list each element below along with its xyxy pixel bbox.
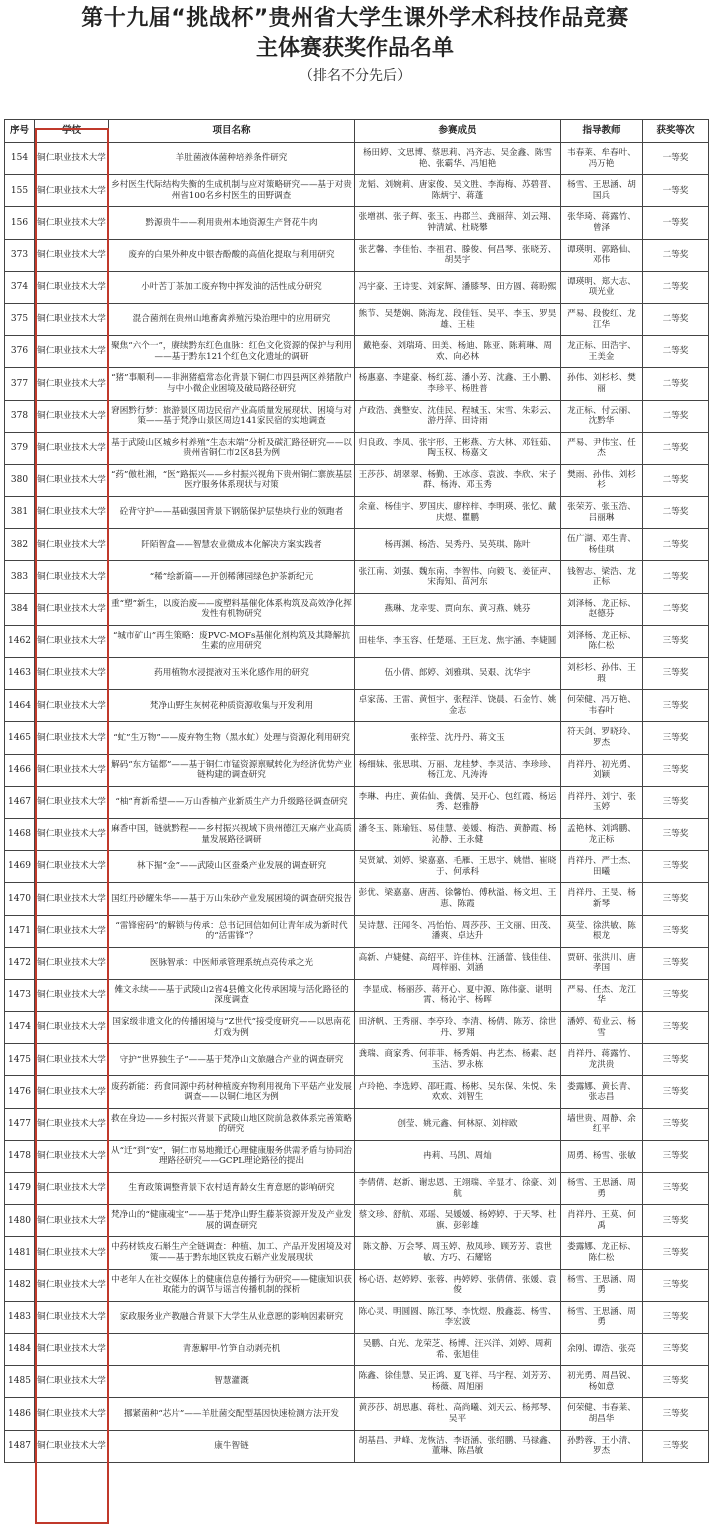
cell-members: 杨惠嘉、李建豪、杨红蕊、潘小芳、沈鑫、王小鹏、李珍平、杨胜普 [355,368,561,400]
cell-members: 卢玲艳、李选婷、邵旺霞、杨彬、吴东保、朱悦、朱欢欢、刘智生 [355,1076,561,1108]
cell-members: 创莹、姚元鑫、何林原、刘梓欧 [355,1108,561,1140]
col-header-members: 参赛成员 [355,120,561,143]
cell-teachers: 谭瑛明、郭路仙、邓伟 [561,239,643,271]
cell-members: 陈文静、万会琴、周玉婷、敖凤珍、顾芳芳、袁世敏、方巧、石耀铭 [355,1237,561,1269]
cell-teachers: 刘泽杨、龙正标、陈仁松 [561,625,643,657]
cell-project: 麻香中国，链就黔程——乡村振兴视域下贵州德江天麻产业高质量发展路径调研 [109,818,355,850]
table-row [5,947,709,979]
cell-members: 彭优、梁嘉嘉、唐茜、徐馨怡、傅秋溢、杨文坦、王恵、陈霞 [355,883,561,915]
cell-teachers: 符天剑、罗晓玲、罗杰 [561,722,643,754]
table-row [5,786,709,818]
cell-award: 三等奖 [643,1237,709,1269]
cell-award: 二等奖 [643,432,709,464]
cell-project: 国红丹砂耀朱华——基于万山朱砂产业发展困境的调查研究报告 [109,883,355,915]
cell-members: 卢政浩、龚整安、沈佳民、程城玉、宋雪、朱彩云、游丹萍、田诗雨 [355,400,561,432]
cell-teachers: 肖祥丹、蒋露竹、龙洪贵 [561,1044,643,1076]
cell-no: 374 [5,271,35,303]
cell-members: 吴贤斌、刘婷、梁嘉嘉、毛雁、王思宇、姚惜、崔晓于、何承科 [355,851,561,883]
cell-school: 铜仁职业技术大学 [35,1237,109,1269]
table-row [5,851,709,883]
col-header-project: 项目名称 [109,120,355,143]
cell-project: “虻”生万物”——废弃物生物（黑水虻）处理与资源化利用研究 [109,722,355,754]
cell-school: 铜仁职业技术大学 [35,1205,109,1237]
cell-no: 1468 [5,818,35,850]
cell-teachers: 刘杉杉、孙伟、王瑕 [561,658,643,690]
cell-members: 李倩倩、赵新、谢忠恩、王翊瑞、辛显才、徐豪、刘航 [355,1173,561,1205]
cell-teachers: 何荣健、冯万艳、韦春叶 [561,690,643,722]
cell-project: “猪”事顺利——非洲猪瘟常态化背景下铜仁市四县两区养猪散户与中小微企业困境及破局路径研究 [109,368,355,400]
cell-school: 铜仁职业技术大学 [35,303,109,335]
cell-no: 1470 [5,883,35,915]
cell-award: 三等奖 [643,1076,709,1108]
cell-school: 铜仁职业技术大学 [35,207,109,239]
cell-project: 废药新能：药食同源中药材种植废弃物利用视角下平菇产业发展调查——以铜仁地区为例 [109,1076,355,1108]
cell-members: 熊节、吴楚娴、陈海龙、段佳钰、吴平、李玉、罗昊雄、王桂 [355,303,561,335]
cell-project: 傩文永续——基于武陵山2省4县傩文化传承困境与活化路径的深度调查 [109,979,355,1011]
cell-teachers: 孙黔蓉、王小清、罗杰 [561,1430,643,1462]
cell-project: 守护“世界独生子”——基于梵净山文旅融合产业的调查研究 [109,1044,355,1076]
cell-no: 1466 [5,754,35,786]
cell-members: 黄莎莎、胡思惠、蒋杜、高尚曦、刘天云、杨邦琴、吴平 [355,1398,561,1430]
table-row [5,1173,709,1205]
cell-project: 窘困黔行梦：旅游景区周边民宿产业高质量发展现状、困境与对策——基于梵净山景区周边141家民宿的实地调查 [109,400,355,432]
cell-award: 三等奖 [643,1140,709,1172]
cell-members: 张江南、刘强、魏东南、李智伟、向毅飞、姜征声、宋海知、苗河东 [355,561,561,593]
cell-no: 379 [5,432,35,464]
table-row [5,1333,709,1365]
cell-members: 田济帆、王秀丽、李亭玲、李清、杨倩、陈芳、徐世丹、罗翔 [355,1012,561,1044]
cell-teachers: 初光勇、周昌锐、杨如意 [561,1366,643,1398]
cell-school: 铜仁职业技术大学 [35,464,109,496]
table-row [5,561,709,593]
cell-members: 王莎莎、胡翠翠、杨勤、王冰彦、袁波、李欣、宋子群、杨涛、邓玉秀 [355,464,561,496]
cell-members: 田桂华、李玉容、任楚瑶、王巨龙、焦宇涵、李婕圆 [355,625,561,657]
cell-school: 铜仁职业技术大学 [35,1108,109,1140]
cell-school: 铜仁职业技术大学 [35,722,109,754]
cell-members: 卓家荡、王雷、黄恒宇、张程洋、饶晨、石金竹、姚金志 [355,690,561,722]
cell-teachers: 严易、段俊红、龙江华 [561,303,643,335]
cell-no: 1465 [5,722,35,754]
cell-members: 伍小倩、郎婷、刘雅琪、吴艰、沈华宇 [355,658,561,690]
cell-award: 一等奖 [643,175,709,207]
cell-no: 378 [5,400,35,432]
table-row [5,1301,709,1333]
table-row [5,979,709,1011]
col-header-teachers: 指导教师 [561,120,643,143]
cell-award: 二等奖 [643,303,709,335]
cell-school: 铜仁职业技术大学 [35,271,109,303]
cell-members: 归良政、李凤、张宇形、王彬燕、方大林、邓钰茹、陶玉权、杨嘉文 [355,432,561,464]
cell-members: 冉莉、马凯、周灿 [355,1140,561,1172]
cell-project: 重“塑”新生，以废治废——废塑料基催化体系构筑及高效净化挥发性有机物研究 [109,593,355,625]
cell-school: 铜仁职业技术大学 [35,1398,109,1430]
cell-members: 杨田婷、文思博、蔡思莉、冯齐志、吴金鑫、陈雪艳、张霸华、冯旭艳 [355,143,561,175]
cell-no: 384 [5,593,35,625]
cell-award: 三等奖 [643,1301,709,1333]
cell-award: 三等奖 [643,947,709,979]
cell-members: 陈心灵、明圆圆、陈江琴、李忱煜、殷鑫蕊、杨雪、李宏波 [355,1301,561,1333]
cell-project: 中药材铁皮石斛生产全链调查：种植、加工、产品开发困境及对策——基于黔东地区铁皮石斛产业发展现状 [109,1237,355,1269]
cell-school: 铜仁职业技术大学 [35,400,109,432]
award-table [4,119,709,1463]
cell-project: “柚”育新希望——万山香柚产业新质生产力升级路径调查研究 [109,786,355,818]
cell-project: 智慧灌溉 [109,1366,355,1398]
cell-no: 154 [5,143,35,175]
cell-school: 铜仁职业技术大学 [35,883,109,915]
cell-members: 李显成、杨丽莎、蒋开心、夏中源、陈伟豪、谌明霄、杨沁宇、杨晖 [355,979,561,1011]
cell-award: 三等奖 [643,722,709,754]
cell-no: 1476 [5,1076,35,1108]
cell-no: 377 [5,368,35,400]
cell-no: 375 [5,303,35,335]
cell-no: 382 [5,529,35,561]
cell-teachers: 韦春莱、牟春叶、冯万艳 [561,143,643,175]
cell-members: 高新、卢婕健、高绍平、许佳林、汪涵蕾、钱佳佳、周梓丽、刘涵 [355,947,561,979]
table-header-row [5,120,709,143]
cell-project: “药”傲杜湘，“医”路振兴——乡村振兴视角下贵州铜仁寨族基层医疗服务体系现状与对策 [109,464,355,496]
cell-school: 铜仁职业技术大学 [35,1333,109,1365]
cell-teachers: 孙伟、刘杉杉、樊丽 [561,368,643,400]
cell-teachers: 娄露娜、黄长青、张志昌 [561,1076,643,1108]
cell-teachers: 龙正标、付云丽、沈黔华 [561,400,643,432]
table-row [5,1140,709,1172]
table-row [5,239,709,271]
table-row [5,1269,709,1301]
cell-teachers: 杨雪、王思涵、周勇 [561,1301,643,1333]
cell-award: 一等奖 [643,143,709,175]
cell-no: 1483 [5,1301,35,1333]
cell-school: 铜仁职业技术大学 [35,1173,109,1205]
cell-members: 吴鹏、白光、龙荣芝、杨博、汪兴洋、刘婷、周莉希、张旭佳 [355,1333,561,1365]
table-body [5,143,709,1463]
cell-school: 铜仁职业技术大学 [35,1044,109,1076]
cell-teachers: 谭瑛明、郑大志、项光业 [561,271,643,303]
cell-project: 羊肚菌液体菌种培养条件研究 [109,143,355,175]
cell-award: 二等奖 [643,336,709,368]
cell-members: 吴诗慧、汪闻冬、冯怡怡、周莎莎、王文丽、田茂、潘爽、卓达升 [355,915,561,947]
cell-project: 生育政策调整背景下农村适育龄女生育意愿的影响研究 [109,1173,355,1205]
cell-project: 解码“东方锰都”——基于铜仁市锰资源禀赋转化为经济优势产业链构建的调查研究 [109,754,355,786]
table-row [5,336,709,368]
cell-project: 青葱解甲-竹笋自动剥壳机 [109,1333,355,1365]
cell-members: 陈鑫、徐佳慧、吴正鸿、夏飞祥、马宇程、刘芳芳、杨薇、周旭丽 [355,1366,561,1398]
cell-no: 381 [5,497,35,529]
cell-teachers: 贾研、张洪川、唐孝国 [561,947,643,979]
table-row [5,497,709,529]
cell-no: 1486 [5,1398,35,1430]
cell-no: 1467 [5,786,35,818]
cell-no: 1484 [5,1333,35,1365]
cell-teachers: 肖祥丹、王旻、杨新琴 [561,883,643,915]
cell-members: 蔡文珍、舒航、邓瑶、吴媛媛、杨婷婷、于天琴、杜旗、彭彰雄 [355,1205,561,1237]
table-row [5,143,709,175]
cell-no: 376 [5,336,35,368]
cell-project: 混合菌剂在贵州山地畜禽养殖污染治理中的应用研究 [109,303,355,335]
cell-school: 铜仁职业技术大学 [35,915,109,947]
cell-members: 冯宇豪、王诗雯、刘家辉、潘膝琴、田方圆、蒋盼熙 [355,271,561,303]
cell-teachers: 何荣健、韦春莱、胡昌华 [561,1398,643,1430]
cell-members: 燕琳、龙幸雯、贾向东、黄习燕、姚芬 [355,593,561,625]
cell-award: 三等奖 [643,754,709,786]
cell-school: 铜仁职业技术大学 [35,1269,109,1301]
cell-teachers: 余刚、谭浩、张亮 [561,1333,643,1365]
cell-teachers: 张荣芳、张玉浩、吕丽琳 [561,497,643,529]
table-row [5,432,709,464]
cell-project: 林下掘“金”——武陵山区蚕桑产业发展的调查研究 [109,851,355,883]
cell-project: “城市矿山”再生策略：废PVC-MOFs基催化剂构筑及其降解抗生素的应用研究 [109,625,355,657]
cell-award: 三等奖 [643,1108,709,1140]
cell-project: 医脉智承：中医师承管理系统点亮传承之光 [109,947,355,979]
cell-school: 铜仁职业技术大学 [35,818,109,850]
cell-school: 铜仁职业技术大学 [35,497,109,529]
cell-teachers: 杨雪、王思涵、胡国兵 [561,175,643,207]
cell-school: 铜仁职业技术大学 [35,690,109,722]
cell-award: 二等奖 [643,368,709,400]
cell-award: 三等奖 [643,1398,709,1430]
cell-award: 二等奖 [643,400,709,432]
cell-award: 三等奖 [643,1366,709,1398]
cell-teachers: 钱智志、梁浩、龙正标 [561,561,643,593]
cell-school: 铜仁职业技术大学 [35,786,109,818]
cell-no: 1462 [5,625,35,657]
cell-school: 铜仁职业技术大学 [35,1430,109,1462]
table-row [5,1366,709,1398]
cell-award: 三等奖 [643,1333,709,1365]
cell-project: 家政服务业产教融合背景下大学生从业意愿的影响因素研究 [109,1301,355,1333]
table-row [5,722,709,754]
cell-award: 三等奖 [643,1430,709,1462]
cell-project: 聚焦“六个一”，赓续黔东红色血脉：红色文化资源的保护与利用——基于黔东121个红色文化遗址的调研 [109,336,355,368]
cell-school: 铜仁职业技术大学 [35,1301,109,1333]
table-row [5,1237,709,1269]
cell-project: 阡陌智盒——智慧农业微成本化解决方案实践者 [109,529,355,561]
cell-members: 张增祺、张子辉、张玉、冉郡兰、龚丽萍、刘云翔、钟清斌、杜晓攀 [355,207,561,239]
cell-award: 二等奖 [643,529,709,561]
cell-project: 基于武陵山区城乡村养殖“生态末端”分析及碳汇路径研究——以贵州省铜仁市2区8县为例 [109,432,355,464]
cell-teachers: 肖祥丹、严士杰、田曦 [561,851,643,883]
cell-award: 三等奖 [643,851,709,883]
cell-teachers: 莫莹、徐洪敏、陈根龙 [561,915,643,947]
cell-no: 1485 [5,1366,35,1398]
cell-project: 黔源贵牛——利用贵州本地资源生产肾花牛肉 [109,207,355,239]
cell-no: 1479 [5,1173,35,1205]
cell-no: 1482 [5,1269,35,1301]
cell-project: 中老年人在社交媒体上的健康信息传播行为研究——健康知识获取能力的调节与谣言传播机制的探析 [109,1269,355,1301]
cell-award: 二等奖 [643,464,709,496]
cell-school: 铜仁职业技术大学 [35,658,109,690]
table-row [5,303,709,335]
cell-members: 龙韬、刘婉莉、唐家俊、吴文胜、李海梅、苏碧晋、陈炳宁、蒋蓬 [355,175,561,207]
cell-teachers: 孟艳林、刘鸿鹏、龙正标 [561,818,643,850]
table-row [5,175,709,207]
cell-members: 龚瑞、商家秀、何菲菲、杨秀娟、冉艺杰、杨素、赵玉洁、罗永栋 [355,1044,561,1076]
cell-school: 铜仁职业技术大学 [35,593,109,625]
cell-school: 铜仁职业技术大学 [35,143,109,175]
cell-teachers: 娄露娜、龙正标、陈仁松 [561,1237,643,1269]
cell-no: 1472 [5,947,35,979]
cell-school: 铜仁职业技术大学 [35,1012,109,1044]
cell-members: 杨细妹、张思琪、万丽、龙桂梦、李灵洁、李珍珍、杨江龙、凡涛涛 [355,754,561,786]
cell-no: 1469 [5,851,35,883]
cell-award: 三等奖 [643,1205,709,1237]
cell-school: 铜仁职业技术大学 [35,851,109,883]
col-header-no: 序号 [5,120,35,143]
cell-no: 1474 [5,1012,35,1044]
doc-subtitle: （排名不分先后） [299,68,411,84]
cell-school: 铜仁职业技术大学 [35,947,109,979]
cell-no: 1478 [5,1140,35,1172]
cell-no: 1473 [5,979,35,1011]
cell-teachers: 杨雪、王思涵、周勇 [561,1173,643,1205]
table-row [5,1108,709,1140]
cell-no: 1471 [5,915,35,947]
table-row [5,754,709,786]
cell-teachers: 严易、任杰、龙江华 [561,979,643,1011]
table-row [5,658,709,690]
cell-project: 梵净山的“健康魂宝”——基于梵净山野生藤茶资源开发及产业发展的调查研究 [109,1205,355,1237]
cell-school: 铜仁职业技术大学 [35,336,109,368]
cell-project: “雷锋密码”的解锁与传承：总书记回信如何让青年成为新时代的“活雷锋”？ [109,915,355,947]
table-row [5,1012,709,1044]
table-row [5,915,709,947]
cell-teachers: 张华琦、蒋露竹、曾泽 [561,207,643,239]
cell-school: 铜仁职业技术大学 [35,529,109,561]
table-row [5,625,709,657]
cell-project: 小叶苦丁茶加工废弃物中挥发油的活性成分研究 [109,271,355,303]
doc-title-line2: 主体赛获奖作品名单 [255,36,454,61]
cell-members: 戴艳泰、刘瑞琦、田美、杨迪、陈亚、陈莉琳、周欢、向必林 [355,336,561,368]
cell-teachers: 樊雨、孙伟、刘杉杉 [561,464,643,496]
cell-members: 余童、杨佳宇、罗国庆、廖梓梓、李明瑛、张忆、戴庆煜、瞿鹏 [355,497,561,529]
cell-award: 二等奖 [643,497,709,529]
cell-no: 155 [5,175,35,207]
table-row [5,593,709,625]
table-row [5,1076,709,1108]
cell-no: 373 [5,239,35,271]
cell-award: 三等奖 [643,1269,709,1301]
table-row [5,271,709,303]
cell-project: 砼背守护——基础强国背景下钢筋保护层垫块行业的领跑者 [109,497,355,529]
cell-school: 铜仁职业技术大学 [35,561,109,593]
cell-no: 1487 [5,1430,35,1462]
cell-teachers: 杨雪、王思涵、周勇 [561,1269,643,1301]
cell-award: 三等奖 [643,883,709,915]
cell-award: 三等奖 [643,1012,709,1044]
table-row [5,207,709,239]
cell-teachers: 潘婷、荀业云、杨雪 [561,1012,643,1044]
cell-no: 383 [5,561,35,593]
cell-award: 三等奖 [643,625,709,657]
cell-teachers: 肖祥丹、初光勇、刘颖 [561,754,643,786]
cell-award: 三等奖 [643,915,709,947]
cell-project: 废弃的白果外种皮中银杏酚酸的高值化提取与利用研究 [109,239,355,271]
table-row [5,818,709,850]
cell-no: 1480 [5,1205,35,1237]
cell-teachers: 伍广湖、邓生青、杨佳琪 [561,529,643,561]
cell-members: 胡基昌、尹峰、龙恢洁、李语涵、张绍鹏、马禄鑫、董琳、陈昌敏 [355,1430,561,1462]
cell-no: 156 [5,207,35,239]
cell-project: 从“迁”到“安”，铜仁市易地搬迁心理健康服务供需矛盾与协同治理路径研究——GCPL理论路径的提出 [109,1140,355,1172]
cell-award: 三等奖 [643,690,709,722]
cell-project: “稀”绘新篇——开创稀薄园绿色护茶新纪元 [109,561,355,593]
cell-school: 铜仁职业技术大学 [35,754,109,786]
cell-teachers: 龙正标、田浩宇、王美金 [561,336,643,368]
cell-school: 铜仁职业技术大学 [35,368,109,400]
cell-school: 铜仁职业技术大学 [35,1366,109,1398]
cell-members: 潘冬玉、陈瑜钰、易佳慧、姜媛、梅浩、黄静霞、杨沁静、王永健 [355,818,561,850]
cell-award: 三等奖 [643,658,709,690]
cell-teachers: 肖祥丹、王莫、何禹 [561,1205,643,1237]
cell-teachers: 周勇、杨雪、张敏 [561,1140,643,1172]
table-row [5,883,709,915]
cell-members: 张艺馨、李佳怡、李祖君、滕俊、何昌琴、张晓芳、胡昊宇 [355,239,561,271]
cell-teachers: 肖祥丹、刘宁、张玉婷 [561,786,643,818]
cell-no: 1464 [5,690,35,722]
cell-teachers: 严易、尹伟宝、任杰 [561,432,643,464]
table-row [5,464,709,496]
table-row [5,529,709,561]
cell-members: 杨再渊、杨浩、吴秀丹、吴英琪、陈叶 [355,529,561,561]
cell-project: 康牛智链 [109,1430,355,1462]
cell-school: 铜仁职业技术大学 [35,625,109,657]
cell-teachers: 墙世贵、周静、余红平 [561,1108,643,1140]
cell-award: 三等奖 [643,1044,709,1076]
cell-school: 铜仁职业技术大学 [35,1140,109,1172]
cell-teachers: 刘泽杨、龙正标、赵德芬 [561,593,643,625]
cell-project: 挪紧菌种“芯片”——羊肚菌交配型基因快速检测方法开发 [109,1398,355,1430]
cell-members: 张梓莹、沈丹丹、蒋文玉 [355,722,561,754]
col-header-school: 学校 [35,120,109,143]
cell-project: 乡村医生代际结构失衡的生成机制与应对策略研究——基于对贵州省100名乡村医生的田野调查 [109,175,355,207]
cell-no: 1481 [5,1237,35,1269]
cell-award: 二等奖 [643,593,709,625]
cell-award: 三等奖 [643,979,709,1011]
cell-project: 国家级非遗文化的传播困境与“Z世代”接受度研究——以思南花灯戏为例 [109,1012,355,1044]
cell-school: 铜仁职业技术大学 [35,1076,109,1108]
table-row [5,368,709,400]
cell-project: 药用植物水浸提液对玉米化感作用的研究 [109,658,355,690]
cell-school: 铜仁职业技术大学 [35,239,109,271]
cell-award: 二等奖 [643,239,709,271]
table-row [5,400,709,432]
cell-award: 一等奖 [643,207,709,239]
cell-members: 杨心语、赵婷婷、张蓉、冉婷婷、张倩倩、张媛、袁俊 [355,1269,561,1301]
table-row [5,1398,709,1430]
cell-no: 1463 [5,658,35,690]
cell-award: 二等奖 [643,271,709,303]
cell-no: 1477 [5,1108,35,1140]
cell-no: 1475 [5,1044,35,1076]
table-row [5,690,709,722]
cell-school: 铜仁职业技术大学 [35,175,109,207]
cell-school: 铜仁职业技术大学 [35,432,109,464]
cell-project: 救在身边——乡村振兴背景下武陵山地区院前急救体系完善策略的研究 [109,1108,355,1140]
cell-no: 380 [5,464,35,496]
col-header-award: 获奖等次 [643,120,709,143]
cell-award: 三等奖 [643,1173,709,1205]
cell-school: 铜仁职业技术大学 [35,979,109,1011]
cell-project: 梵净山野生灰树花种质资源收集与开发利用 [109,690,355,722]
cell-award: 三等奖 [643,818,709,850]
cell-award: 二等奖 [643,561,709,593]
table-row [5,1205,709,1237]
table-row [5,1430,709,1462]
table-row [5,1044,709,1076]
cell-award: 三等奖 [643,786,709,818]
cell-members: 李琳、冉庄、黄佑仙、龚儒、吴开心、包红霞、杨运秀、赵雅静 [355,786,561,818]
doc-title-line1: 第十九届“挑战杯”贵州省大学生课外学术科技作品竞赛 [81,6,629,31]
